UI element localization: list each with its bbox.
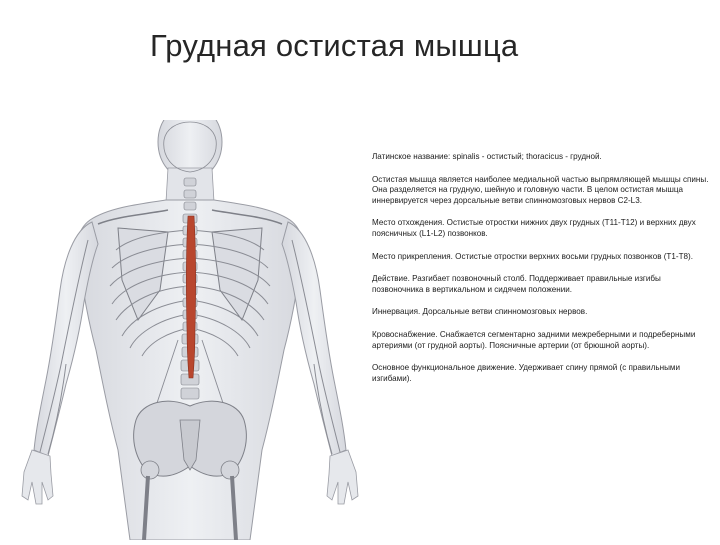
innervation-paragraph: Иннервация. Дорсальные ветви спинномозговых нервов. (372, 307, 588, 317)
function-paragraph: Основное функциональное движение. Удерживает спину прямой (с правильными изгибами). (372, 363, 681, 383)
action-paragraph: Действие. Разгибает позвоночный столб. Поддерживает правильные изгибы позвоночника в вертикальном и сидячем положении. (372, 274, 661, 294)
anatomy-illustration (18, 120, 378, 540)
slide-title: Грудная остистая мышца (150, 28, 519, 63)
left-hand-silhouette (22, 450, 53, 504)
description-column (372, 152, 712, 396)
insertion-paragraph: Место прикрепления. Остистые отростки верхних восьми грудных позвонков (T1-T8). (372, 251, 693, 261)
latin-name-paragraph: Латинское название: spinalis - остистый; thoracicus - грудной. (372, 152, 602, 161)
left-hip-joint (141, 461, 159, 479)
right-hip-joint (221, 461, 239, 479)
overview-paragraph: Остистая мышца является наиболее медиальной частью выпрямляющей мышцы спины. Она разделяется на грудную, шейную и головную части. В целом остистая мышца иннервируется через дорсальные ветви спинномозговых нервов C2-L3. (372, 174, 709, 205)
right-hand-silhouette (327, 450, 358, 504)
origin-paragraph: Место отхождения. Остистые отростки нижних двух грудных (T11-T12) и верхних двух поясничных (L1-L2) позвонков. (372, 218, 696, 238)
blood-supply-paragraph: Кровоснабжение. Снабжается сегментарно задними межреберными и подреберными артериями (от грудной аорты). Поясничные артерии (от брюшной аорты). (372, 329, 696, 350)
spinalis-thoracis-muscle (186, 216, 195, 378)
